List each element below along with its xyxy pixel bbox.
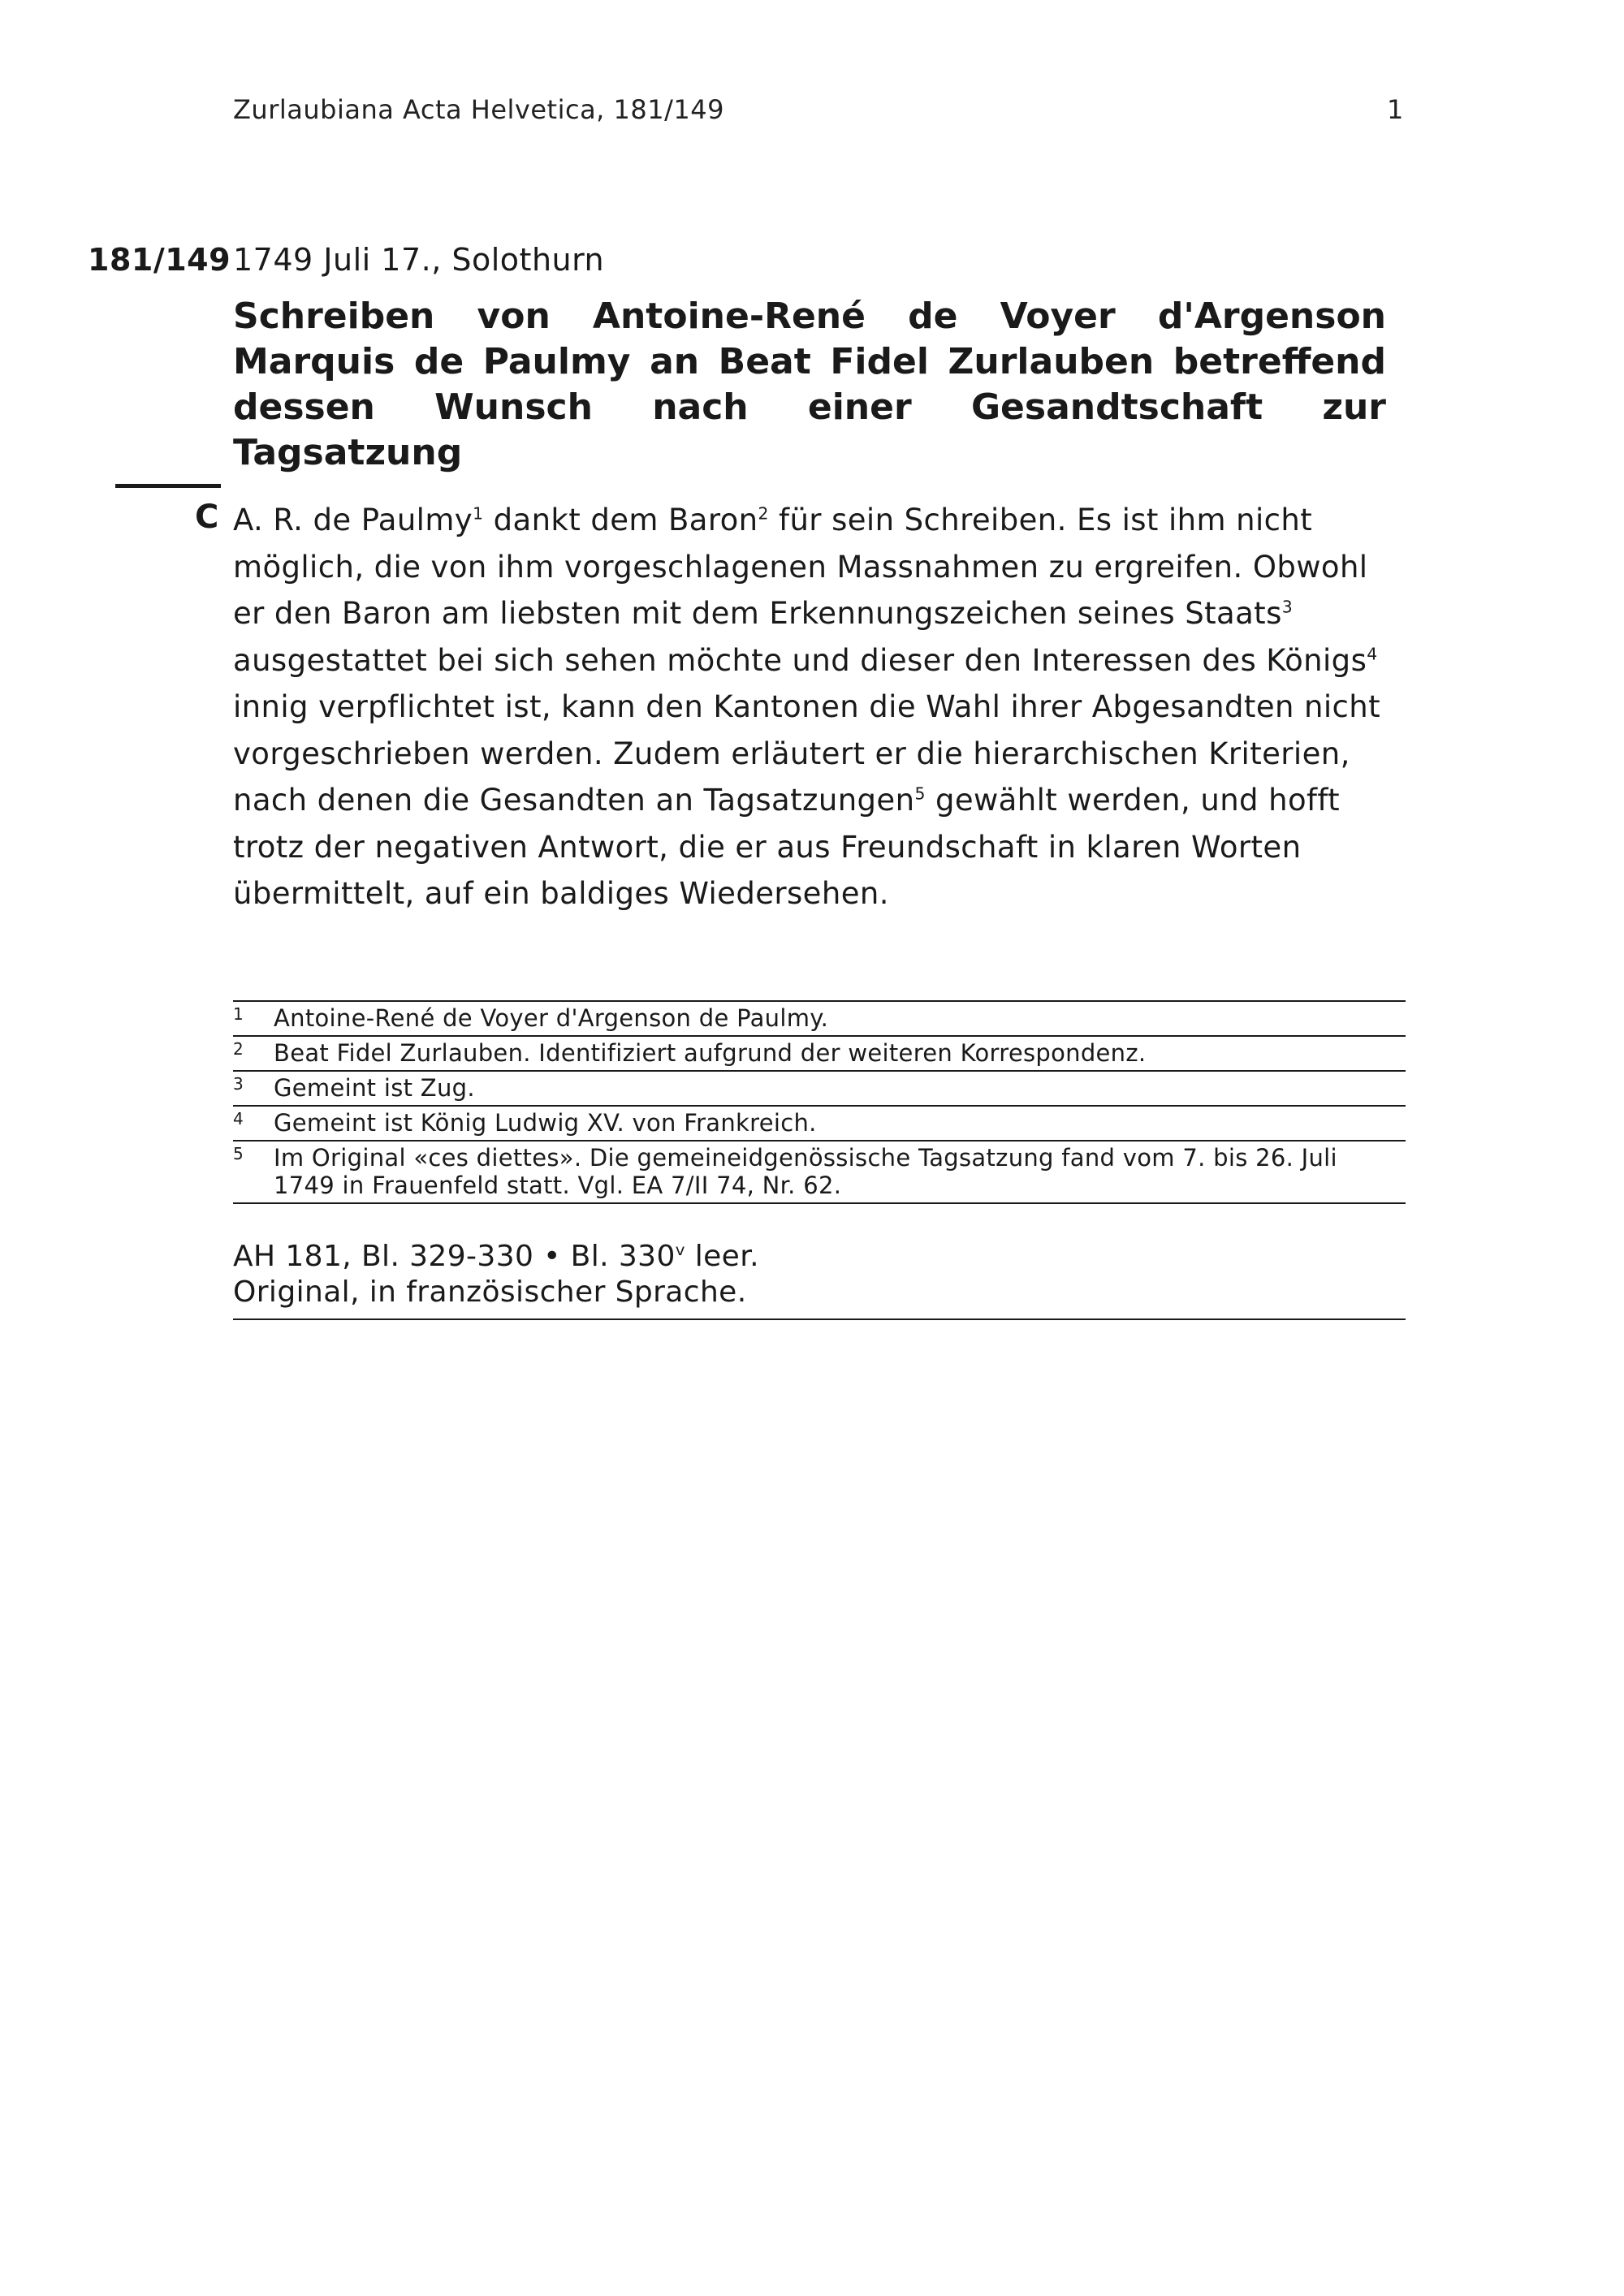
source-block [233,1234,1406,1320]
footnote-number: 5 [233,1144,244,1163]
footnote-item [233,1142,1406,1204]
footnote-number: 1 [233,1004,244,1024]
footnote-item [233,1072,1406,1107]
document-date-place: 1749 Juli 17., Solothurn [233,242,605,278]
footnote-item [233,1037,1406,1072]
summary-text: A. R. de Paulmy [233,503,473,537]
summary-text: ausgestattet bei sich sehen möchte und dieser den Interessen des Königs [233,642,1367,678]
footnote-text: Beat Fidel Zurlauben. Identifiziert aufgrund der weiteren Korrespondenz. [274,1039,1147,1067]
language-mark: C [195,498,219,536]
footnote-text: Gemeint ist Zug. [274,1074,475,1102]
source-signature [233,1239,1406,1275]
footnote-ref[interactable]: 2 [758,503,769,524]
document-number: 181/149 [88,242,231,278]
footnote-ref[interactable]: 3 [1281,597,1294,617]
footnote-number: 2 [233,1039,244,1059]
margin-rule [115,484,221,488]
footnote-text: Antoine-René de Voyer d'Argenson de Paulmy. [274,1004,829,1032]
summary-paragraph [233,497,1402,917]
summary-text: für sein Schreiben. Es ist ihm nicht möglich, die von ihm vorgeschlagenen Massnahmen zu ergreifen. Obwohl er den Baron am liebsten mit dem Erkennungszeichen seines Staats [233,503,1368,631]
footnote-list [233,1000,1406,1204]
summary-text: innig verpflichtet ist, kann den Kantonen die Wahl ihrer Abgesandten nicht vorgeschrieben werden. Zudem erläutert er die hierarchischen Kriterien, nach denen die Gesandten an Tagsatzungen [233,689,1381,818]
page-number: 1 [1387,94,1404,125]
document-title: Schreiben von Antoine-René de Voyer d'Argenson Marquis de Paulmy an Beat Fidel Zurlauben betreffend dessen Wunsch nach einer Gesandtschaft zur Tagsatzung [233,296,1386,473]
footnote-text: Im Original «ces diettes». Die gemeineidgenössische Tagsatzung fand vom 7. bis 26. Juli 1749 in Frauenfeld statt. Vgl. EA 7/II 74, Nr. 62. [274,1144,1337,1199]
footnote-ref[interactable]: 4 [1367,644,1378,664]
footnote-item [233,1002,1406,1037]
footnote-ref[interactable]: 5 [914,783,926,804]
verso-mark: v [675,1241,685,1259]
footnote-number: 3 [233,1074,244,1094]
running-header: Zurlaubiana Acta Helvetica, 181/149 [233,94,724,125]
footnote-item [233,1107,1406,1142]
footnote-number: 4 [233,1109,244,1129]
source-note: Original, in französischer Sprache. [233,1275,747,1309]
source-signature-text: AH 181, Bl. 329-330 • Bl. 330 [233,1240,676,1273]
source-signature-text: leer. [685,1240,759,1273]
footnote-text: Gemeint ist König Ludwig XV. von Frankreich. [274,1109,817,1137]
summary-text: gewählt werden, und hofft trotz der negativen Antwort, die er aus Freundschaft in klaren Worten übermittelt, auf ein baldiges Wiedersehen. [233,783,1341,911]
footnote-ref[interactable]: 1 [473,503,484,524]
summary-text: dankt dem Baron [483,503,758,537]
